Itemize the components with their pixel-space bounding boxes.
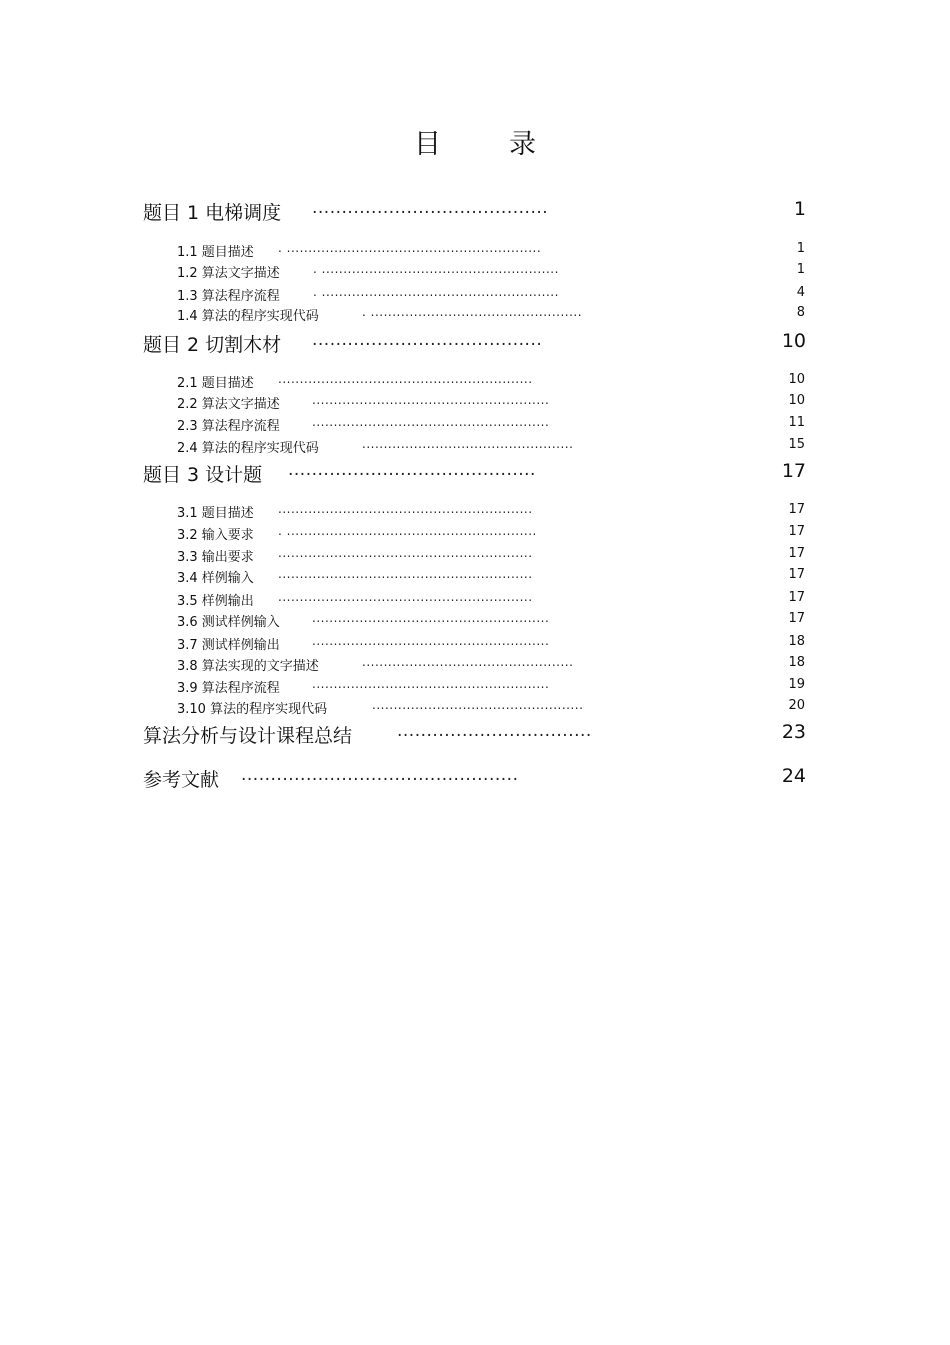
toc-entry-page-number: 17 (788, 611, 805, 626)
toc-entry-page-number: 11 (788, 415, 805, 430)
toc-chapter-entry[interactable] (0, 460, 950, 486)
toc-entry-label: 3.9 算法程序流程 (177, 681, 280, 696)
toc-entry-leader-dots: ....................................................... (312, 415, 550, 429)
toc-entry-label: 题目 1 电梯调度 (143, 202, 282, 224)
toc-entry-page-number: 18 (788, 655, 805, 670)
toc-entry-page-number: 10 (788, 372, 805, 387)
toc-chapter-entry[interactable] (0, 765, 950, 791)
toc-entry-page-number: 17 (788, 546, 805, 561)
toc-section-entry[interactable] (0, 305, 950, 331)
toc-entry-leader-dots: ....................................................... (312, 393, 550, 407)
toc-entry-page-number: 23 (781, 721, 806, 743)
toc-entry-leader-dots: . ........................................................... (278, 241, 542, 255)
title-char-2: 录 (509, 129, 536, 160)
toc-chapter-entry[interactable] (0, 721, 950, 747)
toc-entry-leader-dots: ............................................... (241, 765, 519, 785)
toc-entry-page-number: 18 (788, 634, 805, 649)
toc-entry-leader-dots: ................................................. (372, 698, 584, 712)
toc-entry-page-number: 17 (788, 567, 805, 582)
toc-entry-leader-dots: ................................. (397, 721, 592, 741)
toc-entry-leader-dots: ........................................................... (278, 567, 533, 581)
toc-entry-leader-dots: ................................................. (362, 437, 574, 451)
toc-entry-label: 3.8 算法实现的文字描述 (177, 659, 319, 674)
toc-entry-label: 2.3 算法程序流程 (177, 419, 280, 434)
toc-entry-label: 3.3 输出要求 (177, 550, 254, 565)
toc-entry-leader-dots: ....................................................... (312, 611, 550, 625)
toc-entry-label: 题目 2 切割木材 (143, 334, 282, 356)
toc-entry-page-number: 17 (781, 460, 806, 482)
toc-entry-page-number: 10 (781, 330, 806, 352)
title-char-1: 目 (414, 129, 441, 160)
toc-entry-label: 3.10 算法的程序实现代码 (177, 702, 328, 717)
toc-entry-label: 2.1 题目描述 (177, 376, 254, 391)
toc-entry-label: 2.2 算法文字描述 (177, 397, 280, 412)
toc-entry-leader-dots: . ................................................. (362, 305, 583, 319)
toc-entry-leader-dots: ........................................................... (278, 546, 533, 560)
toc-entry-page-number: 8 (796, 305, 805, 320)
toc-entry-page-number: 17 (788, 524, 805, 539)
toc-entry-leader-dots: . ....................................................... (313, 262, 559, 276)
toc-entry-leader-dots: ........................................................... (278, 372, 533, 386)
toc-entry-page-number: 1 (793, 198, 806, 220)
toc-entry-leader-dots: ................................................. (362, 655, 574, 669)
toc-entry-page-number: 19 (788, 677, 805, 692)
toc-entry-label: 3.5 样例输出 (177, 594, 254, 609)
toc-entry-label: 1.2 算法文字描述 (177, 266, 280, 281)
toc-entry-leader-dots: .......................................... (288, 460, 536, 480)
toc-entry-page-number: 15 (788, 437, 805, 452)
toc-entry-label: 1.4 算法的程序实现代码 (177, 309, 319, 324)
toc-entry-label: 参考文献 (143, 769, 220, 791)
toc-entry-label: 算法分析与设计课程总结 (143, 725, 353, 747)
toc-entry-label: 3.2 输入要求 (177, 528, 254, 543)
toc-entry-label: 3.7 测试样例输出 (177, 638, 280, 653)
toc-entry-label: 3.1 题目描述 (177, 506, 254, 521)
toc-entry-page-number: 17 (788, 590, 805, 605)
toc-entry-leader-dots: ........................................................... (278, 502, 533, 516)
toc-entry-page-number: 1 (796, 262, 805, 277)
toc-entry-label: 题目 3 设计题 (143, 464, 263, 486)
toc-entry-leader-dots: ....................................................... (312, 677, 550, 691)
toc-entry-page-number: 4 (796, 285, 805, 300)
toc-entry-label: 1.1 题目描述 (177, 245, 254, 260)
toc-entry-page-number: 10 (788, 393, 805, 408)
toc-entry-page-number: 20 (788, 698, 805, 713)
toc-entry-page-number: 24 (781, 765, 806, 787)
toc-entry-leader-dots: ........................................ (312, 198, 549, 218)
toc-entry-page-number: 17 (788, 502, 805, 517)
toc-entry-label: 3.6 测试样例输入 (177, 615, 280, 630)
toc-entry-label: 1.3 算法程序流程 (177, 289, 280, 304)
toc-entry-leader-dots: ........................................................... (278, 590, 533, 604)
toc-entry-leader-dots: . ....................................................... (313, 285, 559, 299)
toc-entry-page-number: 1 (796, 241, 805, 256)
toc-chapter-entry[interactable] (0, 330, 950, 356)
toc-entry-leader-dots: . .......................................................... (278, 524, 537, 538)
toc-entry-label: 2.4 算法的程序实现代码 (177, 441, 319, 456)
toc-chapter-entry[interactable] (0, 198, 950, 224)
toc-entry-label: 3.4 样例输入 (177, 571, 254, 586)
toc-entry-leader-dots: ....................................................... (312, 634, 550, 648)
toc-entry-leader-dots: ....................................... (312, 330, 543, 350)
